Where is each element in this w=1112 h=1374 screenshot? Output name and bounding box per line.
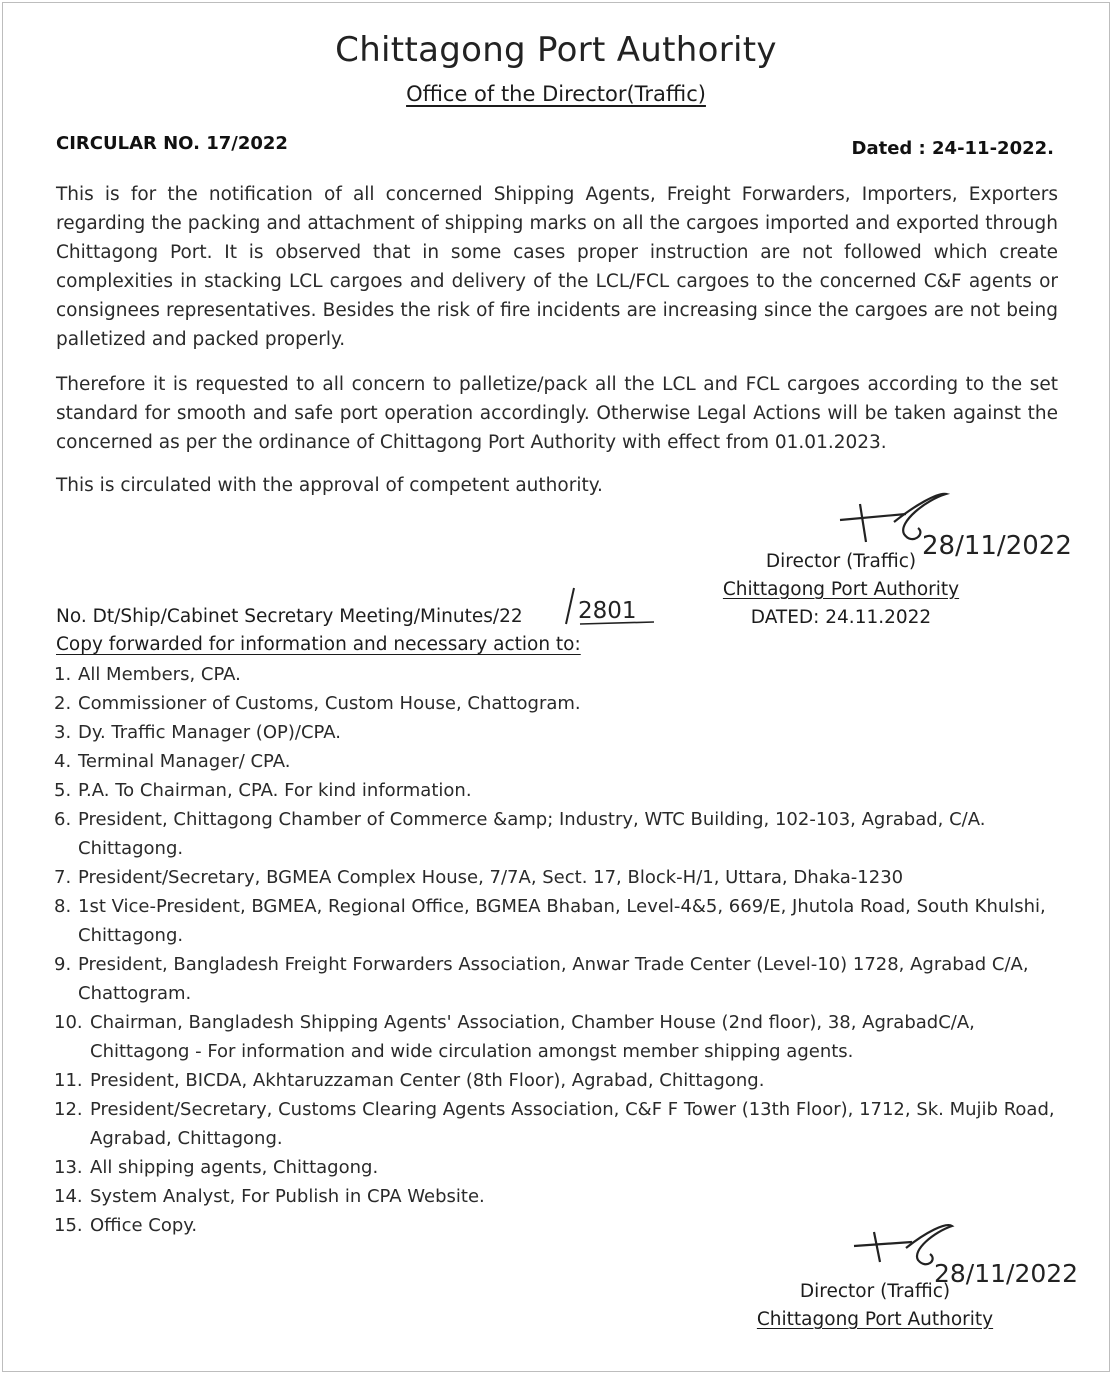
circular-number: CIRCULAR NO. 17/2022 (56, 133, 288, 154)
list-item: 12. President/Secretary, Customs Clearing Agents Association, C&F F Tower (13th Floor), 1712, Sk. Mujib Road, Agrabad, Chittagong. (54, 1099, 1055, 1149)
page-title: Chittagong Port Authority (335, 30, 777, 70)
list-item: 3. Dy. Traffic Manager (OP)/CPA. (54, 722, 341, 743)
office-subtitle: Office of the Director(Traffic) (406, 82, 706, 106)
handwritten-number-icon (562, 582, 662, 626)
list-item: 10. Chairman, Bangladesh Shipping Agents' Association, Chamber House (2nd floor), 38, AgrabadC/A, Chittagong - For information and wide circulation amongst member shipping agents. (54, 1012, 975, 1062)
list-item: 11. President, BICDA, Akhtaruzzaman Center (8th Floor), Agrabad, Chittagong. (54, 1070, 765, 1091)
signature-date-bottom: 28/11/2022 (934, 1259, 1079, 1288)
body-paragraph-1: This is for the notification of all concerned Shipping Agents, Freight Forwarders, Importers, Exporters regarding the packing and attachment of shipping marks on all the cargoes imported and exported through Chittagong Port. It is observed that in some cases proper instruction are not followed which create complexities in stacking LCL cargoes and delivery of the LCL/FCL cargoes to the concerned C&F agents or consignees representatives. Besides the risk of fire incidents are increasing since the cargoes are not being palletized and packed properly. (56, 184, 1058, 350)
signatory-block-top (706, 548, 976, 632)
list-item: 9. President, Bangladesh Freight Forwarders Association, Anwar Trade Center (Level-10) 1728, Agrabad C/A, Chattogram. (54, 954, 1029, 1004)
signature-date-top: 28/11/2022 (922, 531, 1072, 561)
list-item: 2. Commissioner of Customs, Custom House, Chattogram. (54, 693, 581, 714)
body-paragraph-3: This is circulated with the approval of competent authority. (56, 475, 603, 496)
list-item: 8. 1st Vice-President, BGMEA, Regional Office, BGMEA Bhaban, Level-4&5, 669/E, Jhutola Road, South Khulshi, Chittagong. (54, 896, 1046, 946)
list-item: 15. Office Copy. (54, 1215, 198, 1236)
body-paragraph-2: Therefore it is requested to all concern to palletize/pack all the LCL and FCL cargoes according to the set standard for smooth and safe port operation accordingly. Otherwise Legal Actions will be taken against the concerned as per the ordinance of Chittagong Port Authority with effect from 01.01.2023. (56, 374, 1058, 453)
forward-heading: Copy forwarded for information and necessary action to: (56, 634, 581, 655)
signatory-block-bottom (740, 1278, 1010, 1334)
list-item: 4. Terminal Manager/ CPA. (54, 751, 291, 772)
distribution-list (54, 660, 1064, 1240)
list-item: 13. All shipping agents, Chittagong. (54, 1157, 379, 1178)
circular-date: Dated : 24-11-2022. (851, 138, 1054, 159)
signatory-dated: DATED: 24.11.2022 (750, 607, 932, 628)
list-item: 5. P.A. To Chairman, CPA. For kind information. (54, 780, 472, 801)
list-item: 14. System Analyst, For Publish in CPA Website. (54, 1186, 485, 1207)
list-item: 6. President, Chittagong Chamber of Commerce &amp; Industry, WTC Building, 102-103, Agrabad, C/A. Chittagong. (54, 809, 986, 859)
signatory-title: Director (Traffic) (765, 551, 917, 572)
list-item: 7. President/Secretary, BGMEA Complex House, 7/7A, Sect. 17, Block-H/1, Uttara, Dhaka-1230 (54, 867, 904, 888)
handwritten-reference-number: 2801 (578, 598, 637, 624)
signatory-organization: Chittagong Port Authority (756, 1309, 994, 1330)
signatory-title: Director (Traffic) (799, 1281, 951, 1302)
signatory-organization: Chittagong Port Authority (722, 579, 960, 600)
list-item: 1. All Members, CPA. (54, 664, 241, 685)
reference-number: No. Dt/Ship/Cabinet Secretary Meeting/Minutes/22 (56, 606, 523, 627)
